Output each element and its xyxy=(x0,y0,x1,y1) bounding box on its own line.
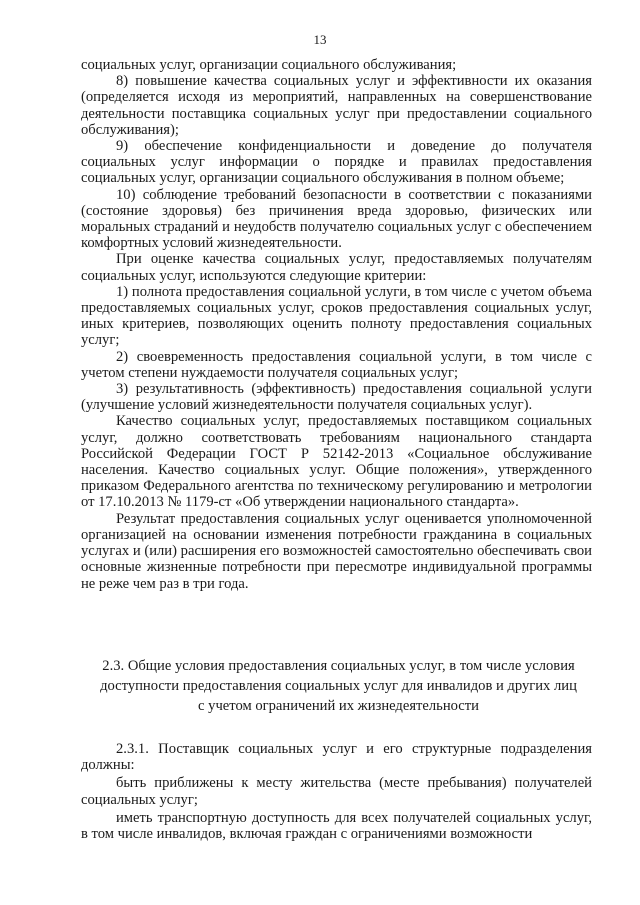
section-body xyxy=(81,741,592,844)
section-heading-line: доступности предоставления социальных услуг для инвалидов и других лиц xyxy=(100,678,577,694)
paragraph: 9) обеспечение конфиденциальности и доведение до получателя социальных услуг информации о порядке и правилах предоставления социальных услуг, организации социального обслуживания в полном объеме; xyxy=(81,138,592,187)
paragraph: Качество социальных услуг, предоставляемых поставщиком социальных услуг, должно соответствовать требованиям национального стандарта Российской Федерации ГОСТ Р 52142-2013 «Социальное обслуживание населения. Качество социальных услуг. Общие положения», утвержденного приказом Федерального агентства по техническому регулированию и метрологии от 17.10.2013 № 1179-ст «Об утверждении национального стандарта». xyxy=(81,413,592,511)
paragraph: социальных услуг, организации социального обслуживания; xyxy=(81,57,457,73)
paragraph: иметь транспортную доступность для всех получателей социальных услуг, в том числе инвалидов, включая граждан с ограничениями возможности xyxy=(81,809,592,843)
section-heading-line: 2.3. Общие условия предоставления социальных услуг, в том числе условия xyxy=(102,658,575,674)
page-number: 13 xyxy=(313,32,327,47)
paragraph: 1) полнота предоставления социальной услуги, в том числе с учетом объема предоставляемых социальных услуг, сроков предоставления социальных услуг, иных критериев, позволяющих оценить полноту предоставления социальных услуг; xyxy=(81,283,592,349)
section-heading xyxy=(81,656,596,716)
paragraph: Результат предоставления социальных услуг оценивается уполномоченной организацией на основании изменения потребности гражданина в социальных услугах и (или) расширения его возможностей самостоятельно обеспечивать свои основные жизненные потребности при пересмотре индивидуальной программы не реже чем раз в три года. xyxy=(81,510,592,592)
paragraph: быть приближены к месту жительства (месте пребывания) получателей социальных услуг; xyxy=(81,775,592,808)
section-heading-line: с учетом ограничений их жизнедеятельности xyxy=(198,698,479,714)
paragraph: 2.3.1. Поставщик социальных услуг и его структурные подразделения должны: xyxy=(81,741,592,774)
paragraph: 3) результативность (эффективность) предоставления социальной услуги (улучшение условий жизнедеятельности получателя социальных услуг). xyxy=(81,381,592,414)
paragraph: 2) своевременность предоставления социальной услуги, в том числе с учетом степени нуждаемости получателя социальных услуг; xyxy=(81,348,592,381)
body-text xyxy=(81,57,592,592)
paragraph: 10) соблюдение требований безопасности в соответствии с показаниями (состояние здоровья) без причинения вреда здоровью, физических или моральных страданий и неудобств получателю социальных услуг с обеспечением комфортных условий жизнедеятельности. xyxy=(81,186,592,252)
paragraph: При оценке качества социальных услуг, предоставляемых получателям социальных услуг, используются следующие критерии: xyxy=(81,251,592,284)
paragraph: 8) повышение качества социальных услуг и эффективности их оказания (определяется исходя из мероприятий, направленных на совершенствование деятельности поставщика социальных услуг при предоставлении социального обслуживания); xyxy=(81,73,592,138)
